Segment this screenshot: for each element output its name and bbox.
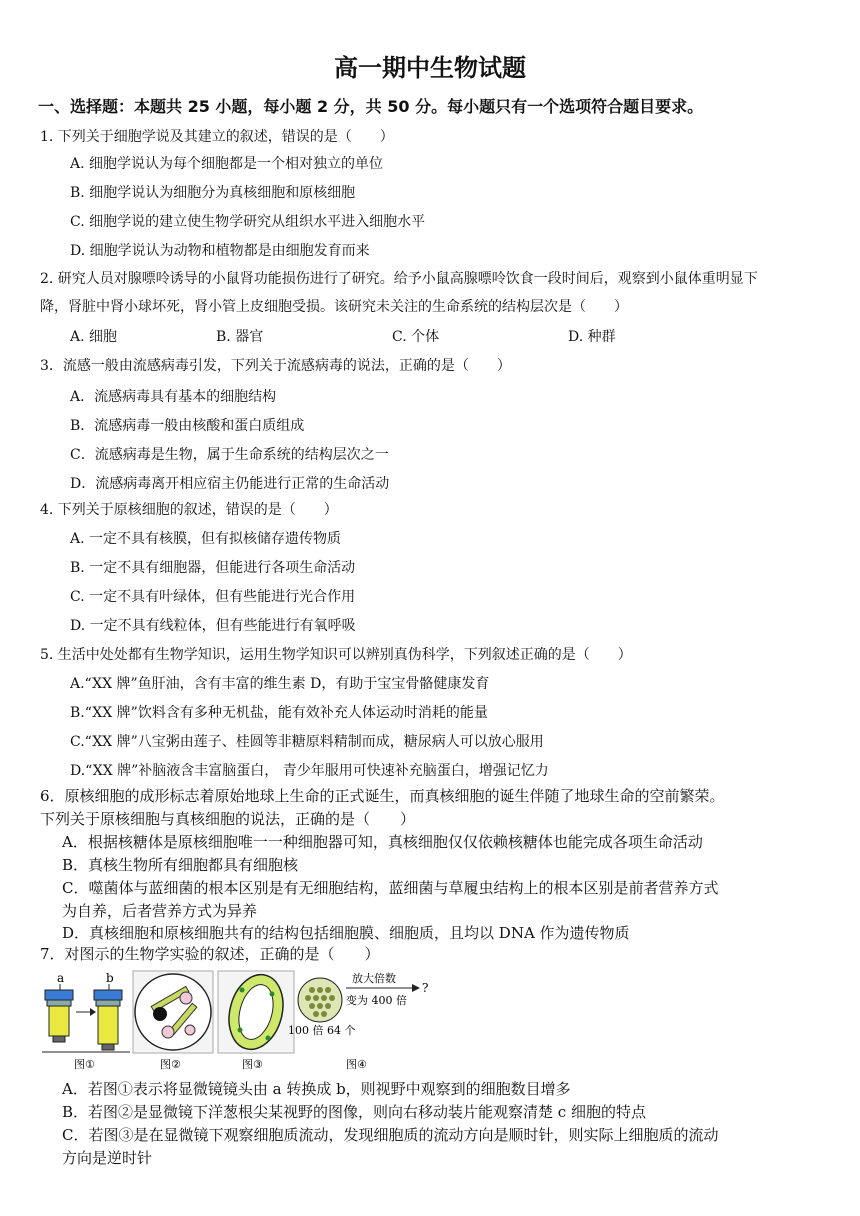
page-title: 高一期中生物试题 [334, 54, 526, 82]
q2-options-row [70, 326, 790, 348]
q3-option-d: D．流感病毒离开相应宿主仍能进行正常的生命活动 [70, 476, 390, 492]
question-6-stem-line1: 6．原核细胞的成形标志着原始地球上生命的正式诞生，而真核细胞的诞生伴随了地球生命的空前繁荣。 [40, 787, 725, 805]
q1-option-b: B. 细胞学说认为细胞分为真核细胞和原核细胞 [70, 185, 356, 201]
q3-option-b: B．流感病毒一般由核酸和蛋白质组成 [70, 418, 305, 434]
q1-option-c: C. 细胞学说的建立使生物学研究从组织水平进入细胞水平 [70, 214, 426, 230]
q2-option-c: C. 个体 [392, 329, 440, 345]
q7-option-a: A．若图①表示将显微镜镜头由 a 转换成 b，则视野中观察到的细胞数目增多 [62, 1080, 571, 1098]
q5-option-c: C.“XX 牌”八宝粥由莲子、桂圆等非糖原料精制而成，糖尿病人可以放心服用 [70, 734, 544, 750]
q6-option-b: B．真核生物所有细胞都具有细胞核 [62, 856, 299, 874]
figure-1-lenses [42, 971, 130, 1071]
question-6-stem-line2: 下列关于原核细胞与真核细胞的说法，正确的是（ ） [40, 810, 416, 828]
question-7-stem: 7．对图示的生物学实验的叙述，正确的是（ ） [40, 945, 380, 963]
svg-text:图②: 图② [160, 1058, 181, 1071]
svg-text:图①: 图① [74, 1058, 95, 1071]
question-2-stem-line2: 降，肾脏中肾小球坏死，肾小管上皮细胞受损。该研究未关注的生命系统的结构层次是（ ） [40, 299, 628, 315]
svg-text:100 倍 64 个: 100 倍 64 个 [288, 1024, 356, 1037]
figure-2-field [133, 971, 213, 1071]
svg-text:?: ? [422, 981, 429, 995]
svg-text:b: b [106, 971, 114, 985]
q6-option-c-line2: 为自养，后者营养方式为异养 [62, 902, 258, 920]
question-1-stem: 1. 下列关于细胞学说及其建立的叙述，错误的是（ ） [40, 129, 394, 145]
svg-text:变为 400 倍: 变为 400 倍 [346, 994, 407, 1007]
svg-text:放大倍数: 放大倍数 [352, 972, 396, 985]
q4-option-a: A. 一定不具有核膜，但有拟核储存遗传物质 [70, 531, 342, 547]
question-3-stem: 3．流感一般由流感病毒引发，下列关于流感病毒的说法，正确的是（ ） [40, 358, 511, 374]
svg-text:图④: 图④ [346, 1058, 367, 1071]
question-5-stem: 5. 生活中处处都有生物学知识，运用生物学知识可以辨别真伪科学，下列叙述正确的是（ ） [40, 647, 632, 663]
figure-4-magnification [288, 971, 428, 1071]
q3-option-a: A．流感病毒具有基本的细胞结构 [70, 389, 277, 405]
q6-option-d: D．真核细胞和原核细胞共有的结构包括细胞膜、细胞质，且均以 DNA 作为遗传物质 [62, 924, 630, 942]
q2-option-d: D. 种群 [568, 329, 616, 345]
q6-option-c-line1: C．噬菌体与蓝细菌的根本区别是有无细胞结构，蓝细菌与草履虫结构上的根本区别是前者营养方式 [62, 879, 719, 897]
q5-option-b: B.“XX 牌”饮料含有多种无机盐，能有效补充人体运动时消耗的能量 [70, 705, 488, 721]
svg-text:图③: 图③ [242, 1058, 263, 1071]
q5-option-d: D.“XX 牌”补脑液含丰富脑蛋白， 青少年服用可快速补充脑蛋白，增强记忆力 [70, 763, 549, 779]
q1-option-d: D. 细胞学说认为动物和植物都是由细胞发育而来 [70, 243, 370, 259]
q2-option-b: B. 器官 [216, 329, 264, 345]
experiment-figure [40, 968, 430, 1072]
question-4-stem: 4. 下列关于原核细胞的叙述，错误的是（ ） [40, 502, 338, 518]
section-heading: 一、选择题：本题共 25 小题，每小题 2 分，共 50 分。每小题只有一个选项符合题目要求。 [38, 97, 704, 116]
q7-option-b: B．若图②是显微镜下洋葱根尖某视野的图像，则向右移动装片能观察清楚 c 细胞的特点 [62, 1103, 646, 1121]
svg-text:a: a [57, 971, 65, 985]
q7-option-c-line2: 方向是逆时针 [62, 1149, 153, 1167]
q4-option-b: B. 一定不具有细胞器，但能进行各项生命活动 [70, 560, 356, 576]
q4-option-d: D. 一定不具有线粒体，但有些能进行有氧呼吸 [70, 618, 356, 634]
q1-option-a: A. 细胞学说认为每个细胞都是一个相对独立的单位 [70, 156, 384, 172]
q5-option-a: A.“XX 牌”鱼肝油，含有丰富的维生素 D，有助于宝宝骨骼健康发育 [70, 676, 490, 692]
q2-option-a: A. 细胞 [70, 329, 118, 345]
q3-option-c: C．流感病毒是生物，属于生命系统的结构层次之一 [70, 447, 389, 463]
figure-3-plant-cell [218, 969, 294, 1071]
question-2-stem-line1: 2. 研究人员对腺嘌呤诱导的小鼠肾功能损伤进行了研究。给予小鼠高腺嘌呤饮食一段时间后，观察到小鼠体重明显下 [40, 271, 758, 287]
q4-option-c: C. 一定不具有叶绿体，但有些能进行光合作用 [70, 589, 356, 605]
q7-option-c-line1: C．若图③是在显微镜下观察细胞质流动，发现细胞质的流动方向是顺时针，则实际上细胞质的流动 [62, 1126, 719, 1144]
q6-option-a: A．根据核糖体是原核细胞唯一一种细胞器可知，真核细胞仅仅依赖核糖体也能完成各项生命活动 [62, 833, 703, 851]
